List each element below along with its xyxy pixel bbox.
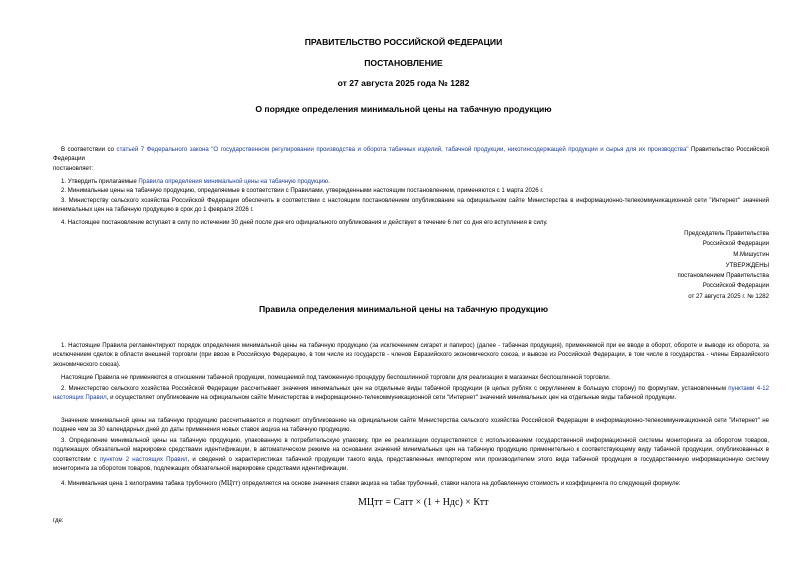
law-article-link[interactable]: статьей 7 Федерального закона "О государственном регулировании производства и оборота табачных изделий, табачной продукции, никотинсодержащей продукции и сырья для их производства" <box>116 146 689 153</box>
signature-name: М.Мишустин <box>733 251 769 258</box>
rule-3-text: 3. Определение минимальной цены на табачную продукцию, упакованную в потребительскую упаковку, при ее реализации осуществляется с использованием государственной информационной системы мониторинга за оборотом товаров, подлежащих обязательной маркировке средствами идентификации, в автоматическом режиме на основании значений минимальных цен на табачную продукцию применительно к соответствующему виду табачной продукции, опубликованных в соответствии с <box>53 437 769 463</box>
rule-2 <box>53 384 769 403</box>
item-2: 2. Минимальные цены на табачную продукцию, определяемые в соответствии с Правилами, утвержденными настоящим постановлением, применяются с 1 марта 2026 г. <box>61 187 544 194</box>
preamble-text-end: Правительство Российской Федерации <box>53 146 769 163</box>
rule-2-text-end: , и осуществляет опубликование на официальном сайте Министерства в информационно-телекоммуникационной сети "Интернет" значений минимальных цен на отдельные виды табачной продукции. <box>106 394 677 402</box>
document-date-number: от 27 августа 2025 года № 1282 <box>337 78 470 88</box>
rule-4-text: 4. Минимальная цена 1 килограмма табака трубочного ( <box>61 480 221 487</box>
preamble-text: В соответствии со <box>61 146 117 153</box>
rule-2-note: Значение минимальной цены на табачную продукцию рассчитывается и подлежит опубликованию на официальном сайте Министерства сельского хозяйства Российской Федерации в информационно-телекоммуникационной сети "Интернет" не позднее чем за 30 календарных дней до даты применения новых ставок акциза на табачную продукцию. <box>53 417 769 434</box>
document-title: О порядке определения минимальной цены на табачную продукцию <box>255 104 552 114</box>
government-heading: ПРАВИТЕЛЬСТВО РОССИЙСКОЙ ФЕДЕРАЦИИ <box>304 37 503 47</box>
rule-2-text: 2. Министерство сельского хозяйства Российской Федерации рассчитывает значения минимальных цен на отдельные виды табачной продукции (в целых рублях с округлением в большую сторону) по формулам, установленным <box>61 385 729 392</box>
signature-position: Председатель Правительства <box>684 230 769 237</box>
decree-word: постановляет: <box>53 165 94 172</box>
document-type: ПОСТАНОВЛЕНИЕ <box>364 58 443 68</box>
item-4: 4. Настоящее постановление вступает в силу по истечении 30 дней после дня его официального опубликования и действует в течение 6 лет со дня его вступления в силу. <box>61 219 548 226</box>
item-1-end: . <box>328 178 330 185</box>
rule-1: 1. Настоящие Правила регламентируют порядок определения минимальной цены на табачную продукцию (за исключением сигарет и папирос) (далее - табачная продукция), применяемой при ее вводе в оборот, обороте и выводе из оборота, за исключением сделок в области внешней торговли (при ввозе в Российскую Федерацию, в том числе из государств - членов Евразийского экономического союза, и вывозе из Российской Федерации, в том числе в государства - члены Евразийского экономического союза). <box>53 342 769 368</box>
preamble <box>53 145 769 164</box>
rule-3 <box>53 436 769 474</box>
points-4-12-link[interactable]: пунктами 4-12 настоящих Правил <box>53 385 769 402</box>
signature-country: Российской Федерации <box>702 240 769 247</box>
price-symbol: МЦтт <box>220 479 239 487</box>
item-1 <box>53 177 769 186</box>
point-2-link[interactable]: пунктом 2 настоящих Правил <box>99 455 188 463</box>
approved-label: УТВЕРЖДЕНЫ <box>725 262 769 269</box>
item-1-text: 1. Утвердить прилагаемые <box>61 178 139 185</box>
rules-title: Правила определения минимальной цены на табачную продукцию <box>258 304 549 314</box>
item-3: 3. Министерству сельского хозяйства Российской Федерации обеспечить в соответствии с настоящим постановлением опубликование на официальном сайте Министерства в информационно-телекоммуникационной сети "Интернет" значений минимальных цен на табачную продукцию в срок до 1 февраля 2026 г. <box>53 197 769 214</box>
approved-date: от 27 августа 2025 г. № 1282 <box>688 293 769 300</box>
approved-country: Российской Федерации <box>702 282 769 289</box>
where-label: где: <box>53 517 64 524</box>
rule-3-text-end: , и сведений о характеристиках табачной продукции такого вида, представленных импортером или производителем этого вида табачной продукции в государственную информационную систему мониторинга за оборотом товаров, подлежащих обязательной маркировке средствами идентификации. <box>53 455 769 473</box>
approved-by: постановлением Правительства <box>677 272 769 279</box>
rule-4 <box>53 479 769 488</box>
price-formula: МЦтт = Сатт × (1 + Ндс) × Ктт <box>358 497 489 508</box>
rule-4-text-end: ) определяется на основе значения ставки акциза на табак трубочный, ставки налога на добавленную стоимость и коэффициента по следующей формуле: <box>238 480 681 487</box>
rule-1-note: Настоящие Правила не применяются в отношении табачной продукции, помещаемой под таможенную процедуру беспошлинной торговли для реализации в магазинах беспошлинной торговли. <box>61 374 611 381</box>
rules-link[interactable]: Правила определения минимальной цены на табачную продукцию <box>138 178 329 185</box>
